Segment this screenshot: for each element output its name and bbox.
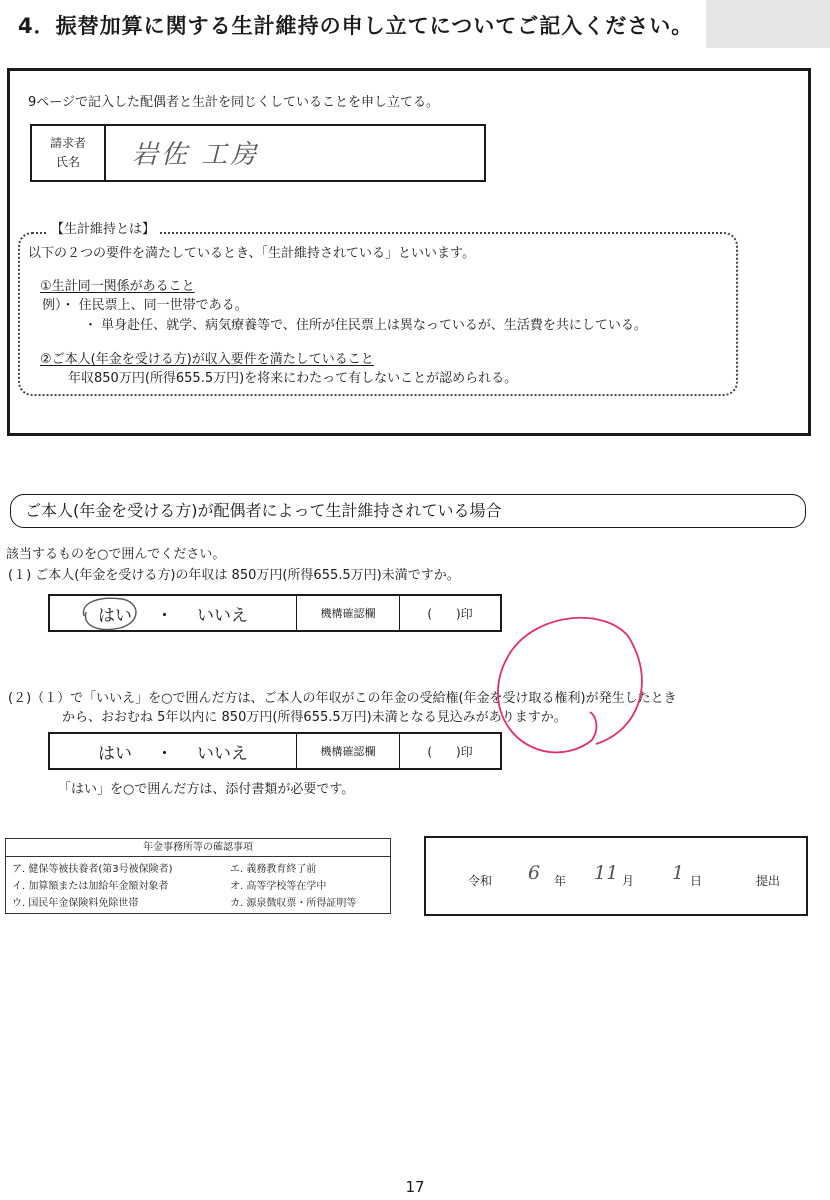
submission-month-field[interactable]: 11 [594, 862, 619, 884]
question-1-no-option[interactable]: いいえ [197, 605, 248, 626]
attachment-note: 「はい」を○で囲んだ方は、添付書類が必要です。 [58, 782, 355, 797]
submission-date-box [424, 836, 808, 916]
submission-day-field[interactable]: 1 [672, 862, 685, 884]
question-2-line-1: (２)（１）で「いいえ」を○で囲んだ方は、ご本人の年収がこの年金の受給権(年金を受け取る権利)が発生したとき [8, 691, 677, 706]
submitted-label: 提出 [756, 874, 781, 888]
month-unit: 月 [622, 874, 635, 888]
confirmation-item: オ. 高等学校等在学中 [230, 881, 327, 892]
year-unit: 年 [554, 874, 567, 888]
definition-lead: 以下の２つの要件を満たしているとき、「生計維持されている」といいます。 [28, 246, 475, 261]
case-heading: ご本人(年金を受ける方)が配偶者によって生計維持されている場合 [10, 494, 806, 528]
pencil-circle-yes [83, 598, 136, 629]
requirement-2-title: ②ご本人(年金を受ける方)が収入要件を満たしていること [40, 352, 374, 367]
submission-year-field[interactable]: 6 [528, 862, 541, 884]
era-label: 令和 [468, 874, 493, 888]
definition-heading: 【生計維持とは】 [46, 218, 160, 237]
requirement-1-example-1: 例）・ 住民票上、同一世帯である。 [42, 298, 248, 313]
question-1: (１) ご本人(年金を受ける方)の年収は 850万円(所得655.5万円)未満ですか。 [8, 568, 460, 583]
question-2-no-option[interactable]: いいえ [197, 743, 248, 764]
claimant-name-field[interactable]: 岩佐 工房 [132, 140, 260, 170]
question-2-check-label: 機構確認欄 [297, 734, 400, 768]
requirement-1-title: ①生計同一関係があること [40, 279, 195, 294]
choice-separator: ・ [156, 743, 173, 764]
question-1-seal-field[interactable]: ( )印 [427, 606, 473, 621]
confirmation-item: イ. 加算額または加給年金額対象者 [12, 881, 169, 892]
question-1-check-label: 機構確認欄 [297, 596, 400, 630]
question-2-yes-option[interactable]: はい [98, 743, 132, 764]
question-1-yes-option[interactable]: はい [98, 605, 132, 626]
confirmation-item: ア. 健保等被扶養者(第3号被保険者) [12, 864, 173, 875]
choice-separator: ・ [156, 605, 173, 626]
office-confirmation-table [5, 838, 391, 914]
claimant-name-label: 請求者 氏名 [32, 126, 106, 180]
red-circle-mark [498, 618, 642, 753]
question-2-line-2: から、おおむね 5年以内に 850万円(所得655.5万円)未満となる見込みがありますか。 [62, 710, 567, 725]
confirmation-item: カ. 源泉徴収票・所得証明等 [230, 898, 357, 909]
day-unit: 日 [690, 874, 703, 888]
requirement-1-example-2: ・ 単身赴任、就学、病気療養等で、住所が住民票上は異なっているが、生活費を共にしている。 [84, 318, 647, 333]
requirement-2-text: 年収850万円(所得655.5万円)を将来にわたって有しないことが認められる。 [68, 371, 518, 386]
confirmation-item: エ. 義務教育終了前 [230, 864, 317, 875]
question-2-seal-field[interactable]: ( )印 [427, 744, 473, 759]
confirmation-item: ウ. 国民年金保険料免除世帯 [12, 898, 139, 909]
circle-instruction: 該当するものを○で囲んでください。 [6, 547, 226, 562]
section-title: 4．振替加算に関する生計維持の申し立てについてご記入ください。 [18, 14, 694, 38]
office-confirmation-title: 年金事務所等の確認事項 [6, 839, 390, 857]
page-number: 17 [405, 1178, 425, 1196]
statement-intro: 9ページで記入した配偶者と生計を同じくしていることを申し立てる。 [28, 95, 440, 110]
